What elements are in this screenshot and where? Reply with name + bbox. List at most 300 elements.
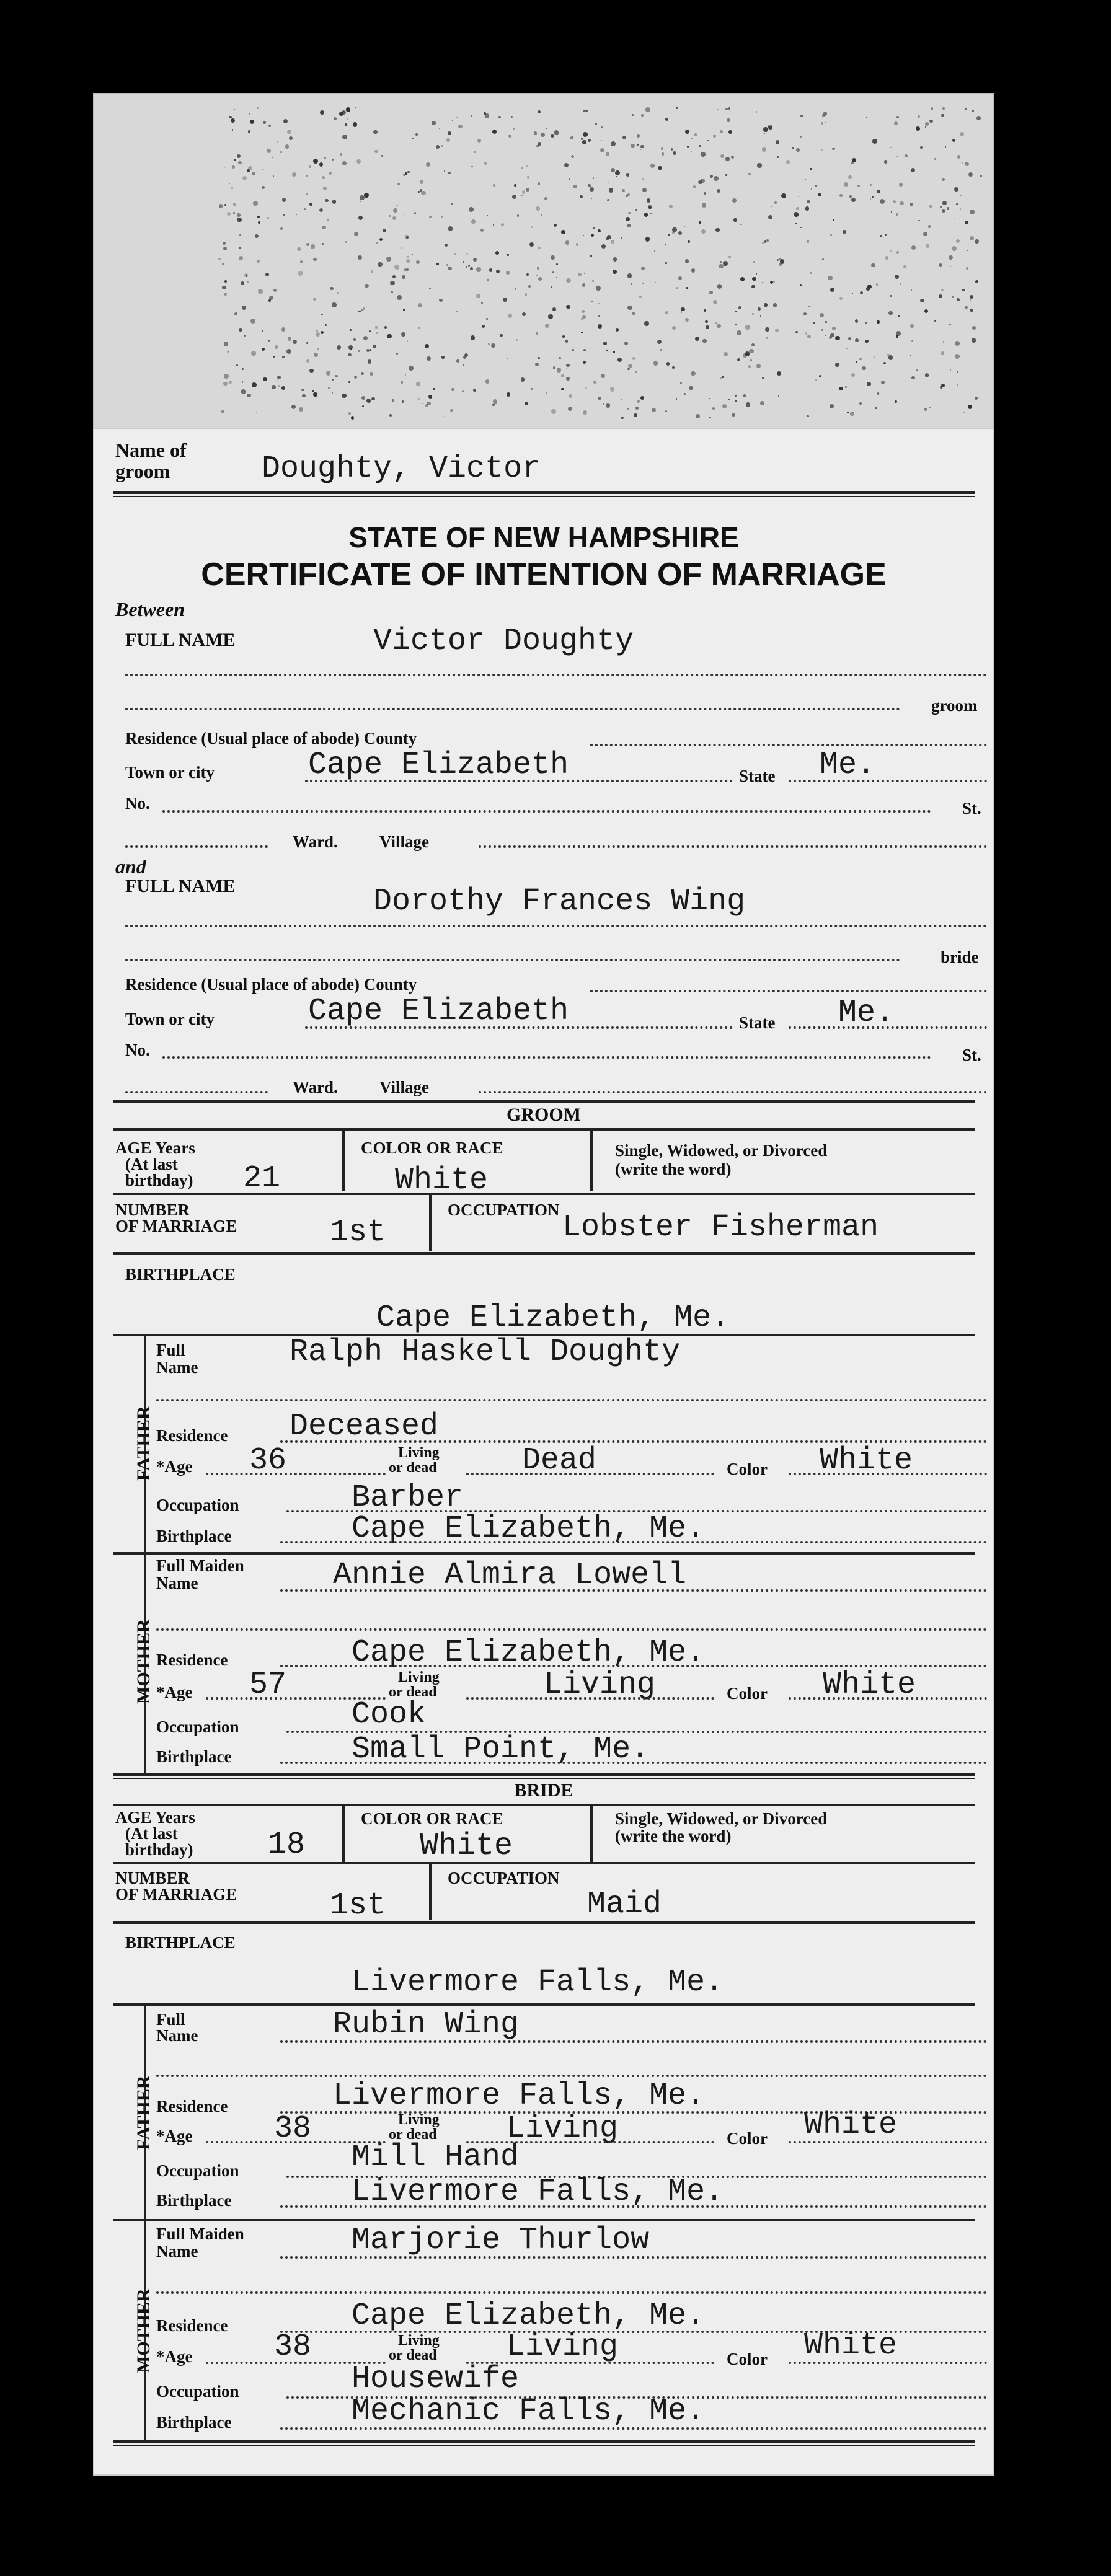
groom-birthplace-label: BIRTHPLACE xyxy=(125,1265,236,1284)
dotline xyxy=(789,2362,987,2364)
stub-speck xyxy=(536,275,538,276)
stub-speck xyxy=(621,237,623,239)
stub-speck xyxy=(962,162,963,164)
dotline xyxy=(479,845,987,848)
stub-speck xyxy=(507,392,511,397)
groom-section-heading: GROOM xyxy=(507,1105,581,1125)
stub-speck xyxy=(394,265,399,270)
stub-speck xyxy=(715,322,717,324)
stub-speck xyxy=(448,226,453,231)
stub-speck xyxy=(521,195,523,196)
stub-speck xyxy=(527,176,529,179)
dotline xyxy=(156,2075,987,2077)
stub-speck xyxy=(748,365,751,368)
stub-speck xyxy=(976,116,981,120)
stub-speck xyxy=(379,238,383,241)
stub-speck xyxy=(710,175,713,178)
stub-speck xyxy=(616,176,617,178)
stub-speck xyxy=(622,136,626,139)
stub-speck xyxy=(600,148,604,152)
stub-speck xyxy=(583,110,586,113)
bride-mother-name-label: Name xyxy=(156,2242,198,2261)
stub-speck xyxy=(368,359,371,363)
stub-speck xyxy=(566,377,570,381)
stub-speck xyxy=(482,325,485,328)
groom-state-label: State xyxy=(739,767,776,785)
dotline xyxy=(125,1091,268,1093)
stub-speck xyxy=(807,335,811,338)
stub-speck xyxy=(541,133,545,137)
stub-speck xyxy=(536,332,538,335)
stub-speck xyxy=(402,275,405,279)
dotline xyxy=(280,2427,987,2430)
stub-speck xyxy=(713,135,716,138)
stub-speck xyxy=(291,405,296,409)
certificate-card xyxy=(93,428,994,2476)
bride-color: White xyxy=(420,1828,513,1864)
stub-speck xyxy=(493,399,498,404)
stub-speck xyxy=(627,193,630,196)
dotline xyxy=(789,1697,987,1700)
stub-speck xyxy=(236,364,239,367)
dotline xyxy=(206,1473,386,1475)
stub-speck xyxy=(288,337,291,340)
stub-speck xyxy=(281,386,285,390)
stub-speck xyxy=(403,309,405,311)
stub-speck xyxy=(701,152,705,156)
stub-speck xyxy=(393,208,397,213)
stub-speck xyxy=(712,407,715,410)
stub-speck xyxy=(456,117,458,118)
stub-speck xyxy=(624,342,628,345)
stub-speck xyxy=(583,349,586,351)
stub-speck xyxy=(322,176,325,179)
stub-speck xyxy=(910,203,913,206)
stub-speck xyxy=(820,313,824,317)
stub-speck xyxy=(940,386,942,389)
stub-speck xyxy=(433,388,435,390)
stub-speck xyxy=(473,389,476,391)
stub-speck xyxy=(224,342,229,346)
stub-speck xyxy=(821,122,824,125)
groom-father-residence-label: Residence xyxy=(156,1426,228,1445)
stub-speck xyxy=(378,262,383,267)
bride-number-label: NUMBER xyxy=(115,1869,190,1887)
stub-speck xyxy=(257,260,260,263)
stub-speck xyxy=(306,243,309,246)
groom-mother-birthplace: Small Point, Me. xyxy=(352,1732,650,1767)
stub-speck xyxy=(322,226,326,230)
stub-speck xyxy=(611,141,616,146)
stub-speck xyxy=(613,257,617,261)
stub-speck xyxy=(689,386,693,390)
stub-speck xyxy=(262,169,263,170)
dotline xyxy=(789,2141,987,2143)
stub-speck xyxy=(926,244,930,248)
stub-speck xyxy=(706,325,709,329)
stub-speck xyxy=(252,382,257,387)
bride-father-vertical-label: FATHER xyxy=(133,2075,154,2150)
bride-mother-vertical-label: MOTHER xyxy=(133,2288,154,2373)
stub-speck xyxy=(262,348,265,351)
groom-color: White xyxy=(395,1163,489,1198)
stub-speck xyxy=(672,231,675,234)
stub-speck xyxy=(306,175,308,177)
stub-speck xyxy=(608,182,609,183)
bride-mother-full-label: Full Maiden xyxy=(156,2225,244,2243)
stub-speck xyxy=(942,178,944,180)
stub-speck xyxy=(515,288,516,290)
stub-speck xyxy=(392,216,396,220)
stub-speck xyxy=(950,266,951,267)
stub-speck xyxy=(779,258,781,260)
groom-father-birthplace: Cape Elizabeth, Me. xyxy=(352,1511,706,1546)
stub-speck xyxy=(306,342,308,344)
stub-speck xyxy=(227,351,229,353)
stub-speck xyxy=(401,247,403,249)
stub-speck xyxy=(283,214,285,216)
stub-speck xyxy=(593,177,594,179)
stub-speck xyxy=(792,147,794,149)
stub-speck xyxy=(846,348,848,349)
stub-speck xyxy=(934,320,936,322)
stub-speck xyxy=(980,175,982,177)
stub-speck xyxy=(488,343,489,345)
stub-speck xyxy=(444,170,445,172)
stub-speck xyxy=(928,225,931,228)
stub-speck xyxy=(281,327,286,332)
stub-speck xyxy=(621,417,624,420)
bride-age: 18 xyxy=(268,1827,306,1863)
stub-speck xyxy=(526,273,529,276)
bride-village-label: Village xyxy=(379,1078,429,1096)
stub-speck xyxy=(445,244,448,247)
stub-speck xyxy=(641,114,644,117)
stub-speck xyxy=(569,394,572,398)
stub-speck xyxy=(895,275,899,279)
stub-speck xyxy=(694,133,697,136)
stub-speck xyxy=(386,257,391,262)
stub-speck xyxy=(737,358,740,361)
stub-speck xyxy=(859,358,861,360)
stub-speck xyxy=(866,117,867,118)
stub-speck xyxy=(551,134,554,138)
stub-speck xyxy=(590,255,592,257)
stub-speck xyxy=(334,117,337,120)
stub-speck xyxy=(234,312,237,315)
stub-speck xyxy=(471,335,475,340)
stub-speck xyxy=(507,254,509,256)
stub-speck xyxy=(687,146,689,148)
stub-speck xyxy=(735,324,737,325)
stub-speck xyxy=(422,403,423,404)
stub-speck xyxy=(277,376,281,379)
stub-speck xyxy=(952,296,954,298)
stub-speck xyxy=(830,333,834,338)
stub-speck xyxy=(611,240,614,244)
stub-speck xyxy=(850,412,854,416)
stub-speck xyxy=(495,251,499,255)
stub-speck xyxy=(707,140,709,142)
stub-speck xyxy=(592,280,594,282)
stub-speck xyxy=(701,229,706,234)
stub-speck xyxy=(934,158,936,160)
stub-speck xyxy=(340,153,342,156)
stub-speck xyxy=(660,349,662,351)
stub-speck xyxy=(728,107,730,109)
stub-speck xyxy=(525,402,528,405)
stub-speck xyxy=(766,239,769,242)
bottom-divider xyxy=(113,2440,975,2443)
stub-speck xyxy=(535,363,539,366)
stub-speck xyxy=(724,263,728,267)
stub-speck xyxy=(501,223,504,226)
stub-speck xyxy=(485,379,489,383)
stub-speck xyxy=(910,355,911,356)
stub-speck xyxy=(807,200,810,204)
stub-speck xyxy=(484,162,487,165)
stub-speck xyxy=(749,349,753,353)
groom-father-occupation: Barber xyxy=(352,1480,464,1515)
stub-speck xyxy=(626,195,628,197)
stub-speck xyxy=(848,337,851,340)
stub-speck xyxy=(538,110,541,113)
stub-speck xyxy=(733,218,737,221)
stub-speck xyxy=(268,340,270,342)
stub-speck xyxy=(758,307,761,311)
stub-speck xyxy=(860,291,863,294)
stub-speck xyxy=(508,135,511,138)
dotline xyxy=(280,1589,987,1592)
stub-speck xyxy=(833,219,834,221)
stub-speck xyxy=(661,147,663,149)
stub-speck xyxy=(561,388,564,390)
stub-speck xyxy=(972,110,974,112)
stub-speck xyxy=(474,151,476,153)
stub-speck xyxy=(613,270,617,275)
stub-speck xyxy=(282,198,286,202)
stub-speck xyxy=(544,197,547,200)
stub-speck xyxy=(765,327,769,331)
stub-speck xyxy=(280,151,282,153)
stub-speck xyxy=(960,195,962,197)
stub-speck xyxy=(632,312,635,315)
stub-speck xyxy=(709,417,711,418)
stub-speck xyxy=(347,118,348,120)
stub-speck xyxy=(929,120,933,123)
stub-speck xyxy=(363,307,365,310)
stub-speck xyxy=(362,405,364,407)
stub-speck xyxy=(244,335,246,337)
stub-speck xyxy=(321,314,322,315)
groom-mother-color-label: Color xyxy=(727,1684,768,1703)
stub-speck xyxy=(719,264,723,268)
stub-speck xyxy=(637,144,639,146)
bottom-divider-thin xyxy=(113,2445,975,2446)
stub-speck xyxy=(268,299,271,302)
stub-speck xyxy=(383,229,386,232)
bride-ward-label: Ward. xyxy=(293,1078,338,1096)
stub-speck xyxy=(332,200,337,204)
stub-speck xyxy=(304,208,306,210)
stub-speck xyxy=(553,366,556,369)
stub-speck xyxy=(546,128,548,130)
stub-speck xyxy=(258,289,262,293)
stub-speck xyxy=(960,132,964,136)
dotline xyxy=(125,708,900,710)
groom-residence-label: Residence (Usual place of abode) County xyxy=(125,729,417,748)
stub-speck xyxy=(396,353,398,355)
stub-speck xyxy=(470,267,473,270)
stub-speck xyxy=(263,377,267,382)
stub-speck xyxy=(885,256,889,260)
stub-speck xyxy=(471,115,472,117)
stub-speck xyxy=(323,187,327,190)
stub-speck xyxy=(489,268,492,271)
stub-speck xyxy=(881,381,885,384)
stub-speck xyxy=(963,412,966,414)
stub-speck xyxy=(412,138,413,139)
stub-speck xyxy=(743,394,746,397)
stub-speck xyxy=(521,377,525,381)
stub-speck xyxy=(313,298,316,301)
header-divider-thin xyxy=(113,496,975,497)
groom-mother-birthplace-label: Birthplace xyxy=(156,1747,232,1766)
stub-speck xyxy=(439,299,442,302)
groom-state: Me. xyxy=(820,748,876,783)
stub-speck xyxy=(564,163,569,167)
stub-speck xyxy=(406,268,409,271)
stub-speck xyxy=(300,260,303,263)
stub-speck xyxy=(507,358,508,359)
stub-speck xyxy=(234,109,235,110)
stub-speck xyxy=(654,250,655,252)
stub-speck xyxy=(366,399,371,403)
bride-suffix-label: bride xyxy=(941,948,979,966)
stub-speck xyxy=(251,351,256,356)
stub-speck xyxy=(635,371,637,373)
stub-speck xyxy=(745,351,750,356)
stub-speck xyxy=(680,382,682,384)
stub-speck xyxy=(401,332,405,337)
between-label: Between xyxy=(115,598,185,620)
stub-speck xyxy=(283,119,288,123)
stub-speck xyxy=(795,331,798,333)
stub-speck xyxy=(715,228,720,232)
bride-section-heading: BRIDE xyxy=(514,1780,573,1801)
stub-speck xyxy=(852,158,857,163)
stub-speck xyxy=(531,388,533,390)
groom-town-label: Town or city xyxy=(125,763,215,782)
and-label: and xyxy=(115,855,146,878)
stub-speck xyxy=(746,402,750,407)
stub-speck xyxy=(566,368,567,369)
stub-speck xyxy=(965,306,968,309)
state-title: STATE OF NEW HAMPSHIRE xyxy=(348,521,739,554)
stub-speck xyxy=(545,324,549,328)
groom-age-label-3: birthday) xyxy=(125,1171,193,1189)
stub-speck xyxy=(621,399,623,401)
stub-speck xyxy=(720,377,722,379)
stub-speck xyxy=(580,195,583,198)
stub-speck xyxy=(358,350,360,351)
stub-speck xyxy=(451,388,455,392)
stub-speck xyxy=(313,159,318,164)
bride-father-living-label: Living xyxy=(398,2112,440,2128)
stub-speck xyxy=(699,221,701,224)
stub-speck xyxy=(508,314,512,318)
stub-speck xyxy=(297,247,301,252)
stub-speck xyxy=(598,303,600,304)
stub-speck xyxy=(872,139,877,144)
stub-speck xyxy=(325,199,329,203)
stub-speck xyxy=(876,283,879,286)
stub-speck xyxy=(704,192,707,195)
stub-speck xyxy=(314,353,318,357)
stub-speck xyxy=(867,285,872,289)
stub-speck xyxy=(942,201,947,205)
stub-speck xyxy=(309,369,314,373)
stub-speck xyxy=(696,414,700,418)
groom-occupation-label: OCCUPATION xyxy=(448,1201,560,1219)
stub-speck xyxy=(320,110,324,114)
stub-speck xyxy=(676,107,678,108)
stub-speck xyxy=(566,305,570,309)
stub-speck xyxy=(552,271,554,273)
stub-speck xyxy=(598,315,600,317)
stub-speck xyxy=(975,239,980,244)
stub-speck xyxy=(645,237,650,241)
stub-speck xyxy=(416,382,420,386)
groom-full-name: Victor Doughty xyxy=(373,624,634,659)
stub-speck xyxy=(810,272,812,274)
divider xyxy=(113,1778,975,1779)
stub-speck xyxy=(713,300,717,304)
groom-mother-name-label: Name xyxy=(156,1574,198,1592)
stub-speck xyxy=(825,122,826,123)
stub-speck xyxy=(337,292,339,294)
stub-speck xyxy=(418,398,420,400)
stub-speck xyxy=(253,201,258,206)
stub-speck xyxy=(910,324,914,329)
dotline xyxy=(466,1697,714,1700)
stub-speck xyxy=(402,400,404,402)
stub-speck xyxy=(805,332,808,335)
stub-speck xyxy=(306,359,309,363)
stub-speck xyxy=(957,371,958,373)
stub-speck xyxy=(642,178,644,180)
stub-speck xyxy=(256,412,257,413)
stub-speck xyxy=(583,235,584,236)
stub-speck xyxy=(628,212,631,214)
stub-speck xyxy=(572,349,575,352)
stub-speck xyxy=(366,349,370,352)
stub-speck xyxy=(760,401,764,405)
stub-speck xyxy=(381,155,383,157)
stub-speck xyxy=(811,188,813,190)
stub-speck xyxy=(223,382,228,386)
stub-speck xyxy=(626,173,629,176)
stub-speck xyxy=(428,395,432,399)
stub-speck xyxy=(616,328,619,331)
stub-speck xyxy=(957,384,958,386)
stub-speck xyxy=(686,287,688,289)
stub-speck xyxy=(222,286,226,290)
dotline xyxy=(590,990,987,992)
stub-speck xyxy=(894,121,898,125)
stub-speck xyxy=(375,326,377,328)
stub-speck xyxy=(554,224,557,227)
